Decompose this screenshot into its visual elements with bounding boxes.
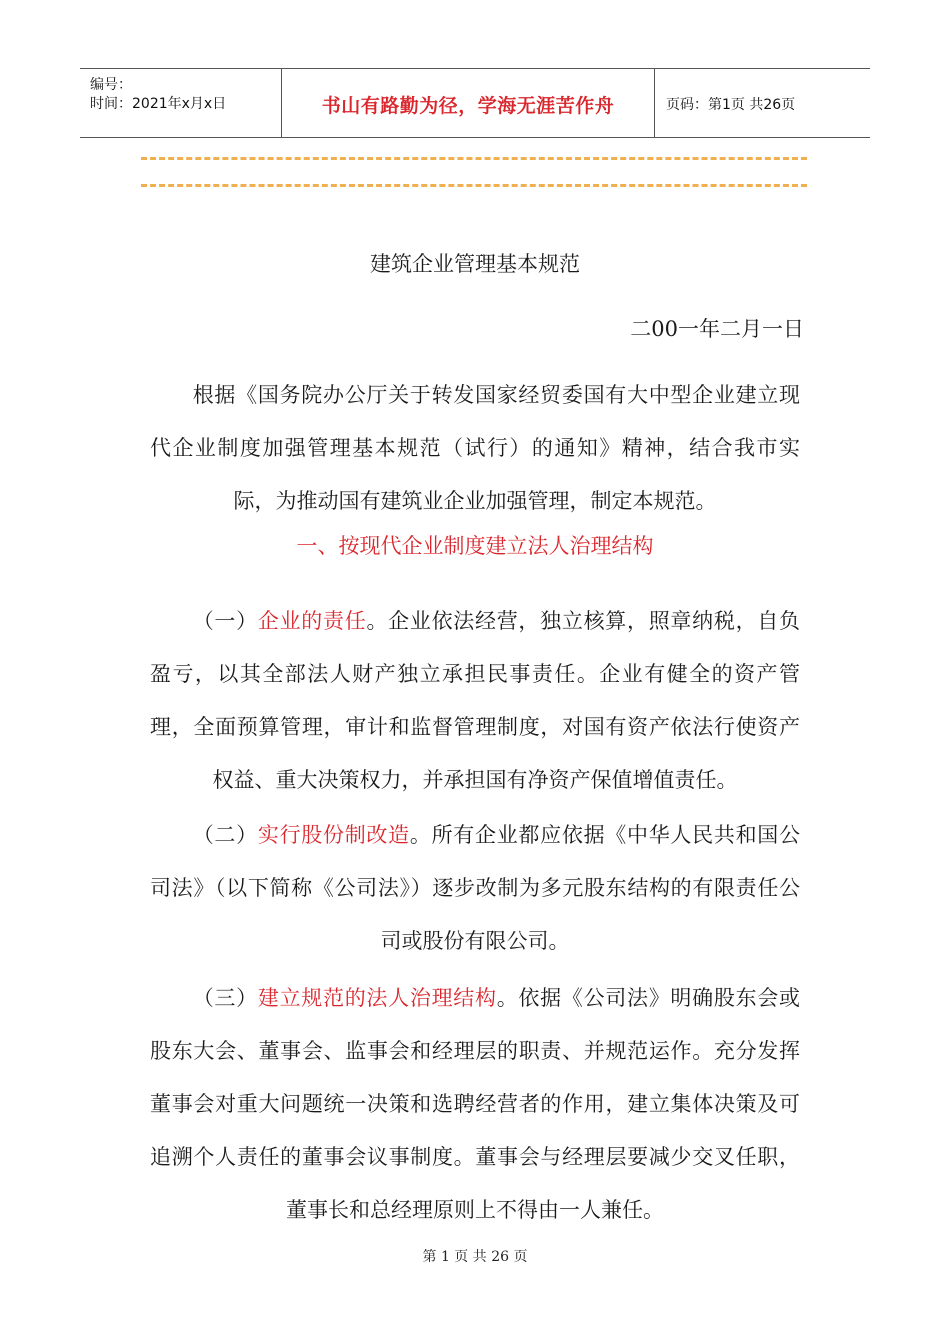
item-body: 。企业依法经营，独立核算，照章纳税，自负盈亏，以其全部法人财产独立承担民事责任。企业有健全的资产管理，全面预算管理，审计和监督管理制度，对国有资产依法行使资产权益、重大决策权力，并承担国有净资产保值增值责任。 <box>150 609 801 792</box>
header-page-info: 页码：第1页 共26页 <box>666 97 796 113</box>
intro-paragraph <box>150 369 800 528</box>
page-footer: 第 1 页 共 26 页 <box>422 1249 528 1265</box>
item-body: 。依据《公司法》明确股东会或股东大会、董事会、监事会和经理层的职责、并规范运作。充分发挥董事会对重大问题统一决策和选聘经营者的作用，建立集体决策及可追溯个人责任的董事会议事制度。董事会与经理层要减少交叉任职，董事长和总经理原则上不得由一人兼任。 <box>150 986 801 1222</box>
header-motto: 书山有路勤为径，学海无涯苦作舟 <box>321 95 615 117</box>
header-motto-cell <box>281 69 655 137</box>
document-date: 二00一年二月一日 <box>630 317 804 341</box>
item-paragraph <box>150 972 800 1237</box>
section-heading: 一、按现代企业制度建立法人治理结构 <box>296 534 654 558</box>
item-heading: 企业的责任 <box>257 609 367 633</box>
dashed-divider <box>141 157 807 160</box>
header-page-cell <box>654 69 870 137</box>
item-body: 。所有企业都应依据《中华人民共和国公司法》（以下简称《公司法》）逐步改制为多元股东结构的有限责任公司或股份有限公司。 <box>150 823 801 953</box>
item-number: （三） <box>192 986 258 1010</box>
time-label: 时间：2021年x月x日 <box>90 96 227 112</box>
item-number: （二） <box>192 823 258 847</box>
document-title: 建筑企业管理基本规范 <box>370 252 580 276</box>
dashed-divider <box>141 184 807 187</box>
intro-text: 根据《国务院办公厅关于转发国家经贸委国有大中型企业建立现代企业制度加强管理基本规范（试行）的通知》精神，结合我市实际，为推动国有建筑业企业加强管理，制定本规范。 <box>150 383 800 513</box>
item-heading: 实行股份制改造 <box>257 823 410 847</box>
item-number: （一） <box>192 609 258 633</box>
item-paragraph <box>150 809 800 968</box>
header-meta-cell <box>80 69 281 137</box>
item-heading: 建立规范的法人治理结构 <box>257 986 497 1010</box>
number-label: 编号： <box>90 77 132 93</box>
header-table <box>80 68 870 138</box>
item-paragraph <box>150 595 800 807</box>
